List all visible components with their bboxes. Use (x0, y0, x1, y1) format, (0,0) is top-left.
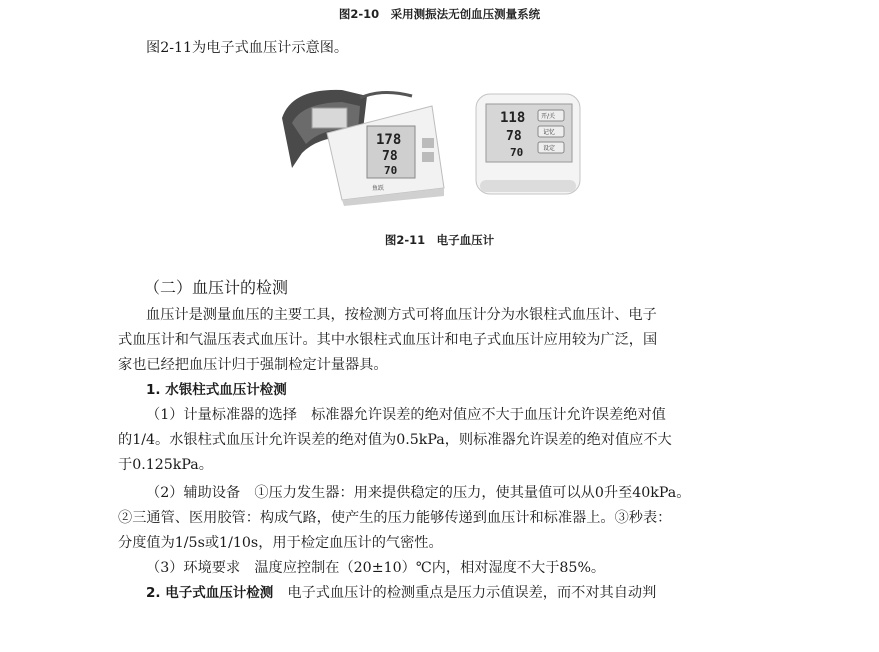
figure-2-10-caption: 图2-10 采用测振法无创血压测量系统 (338, 7, 541, 21)
intro-line: 图2-11为电子式血压计示意图。 (146, 40, 349, 56)
heading-electronic-check: 2. 电子式血压计检测 (146, 585, 274, 601)
figure-2-11-caption: 图2-11 电子血压计 (384, 233, 495, 247)
display1-sys: 178 (376, 132, 402, 148)
section-title: （二）血压计的检测 (144, 278, 289, 297)
paragraph-line: 血压计是测量血压的主要工具，按检测方式可将血压计分为水银柱式血压计、电子 (146, 307, 657, 323)
upper-arm-monitor-image (272, 78, 452, 212)
wrist-monitor-image (470, 90, 585, 204)
device1-button (422, 138, 434, 148)
paragraph-line: 分度值为1/5s或1/10s，用于检定血压计的气密性。 (118, 535, 443, 551)
paragraph-5 (118, 581, 776, 606)
display2-sys: 118 (500, 110, 526, 126)
display1-pulse: 70 (384, 164, 398, 177)
paragraph-4: （3）环境要求 温度应控制在（20±10）℃内，相对湿度不大于85%。 (146, 560, 606, 576)
paragraph-line: 家也已经把血压计归于强制检定计量器具。 (118, 357, 388, 373)
paragraph-line: 式血压计和气温压表式血压计。其中水银柱式血压计和电子式血压计应用较为广泛，国 (118, 332, 658, 348)
device1-button (422, 152, 434, 162)
paragraph-line: 的1/4。水银柱式血压计允许误差的绝对值为0.5kPa，则标准器允许误差的绝对值应不大 (118, 432, 672, 448)
paragraph-line: 电子式血压计的检测重点是压力示值误差，而不对其自动判 (273, 585, 657, 601)
display2-dia: 78 (506, 129, 522, 144)
paragraph-line: （2）辅助设备 ①压力发生器：用来提供稳定的压力，使其量值可以从0升至40kPa。 (146, 485, 691, 501)
device2-button-memory: 记忆 (543, 129, 556, 136)
display2-pulse: 70 (510, 146, 524, 159)
paragraph-line: 于0.125kPa。 (118, 457, 213, 473)
device1-brand: 鱼跃 (372, 185, 385, 192)
paragraph-1 (118, 303, 748, 378)
heading-mercury-check: 1. 水银柱式血压计检测 (146, 382, 287, 398)
device2-button-power: 开/关 (541, 113, 556, 120)
paragraph-3 (118, 481, 748, 556)
paragraph-line: ②三通管、医用胶管：构成气路，使产生的压力能够传递到血压计和标准器上。③秒表： (118, 510, 672, 526)
paragraph-line: （1）计量标准器的选择 标准器允许误差的绝对值应不大于血压计允许误差绝对值 (146, 407, 666, 423)
display1-dia: 78 (382, 149, 398, 164)
device2-button-set: 设定 (543, 145, 556, 152)
paragraph-2 (118, 403, 748, 478)
